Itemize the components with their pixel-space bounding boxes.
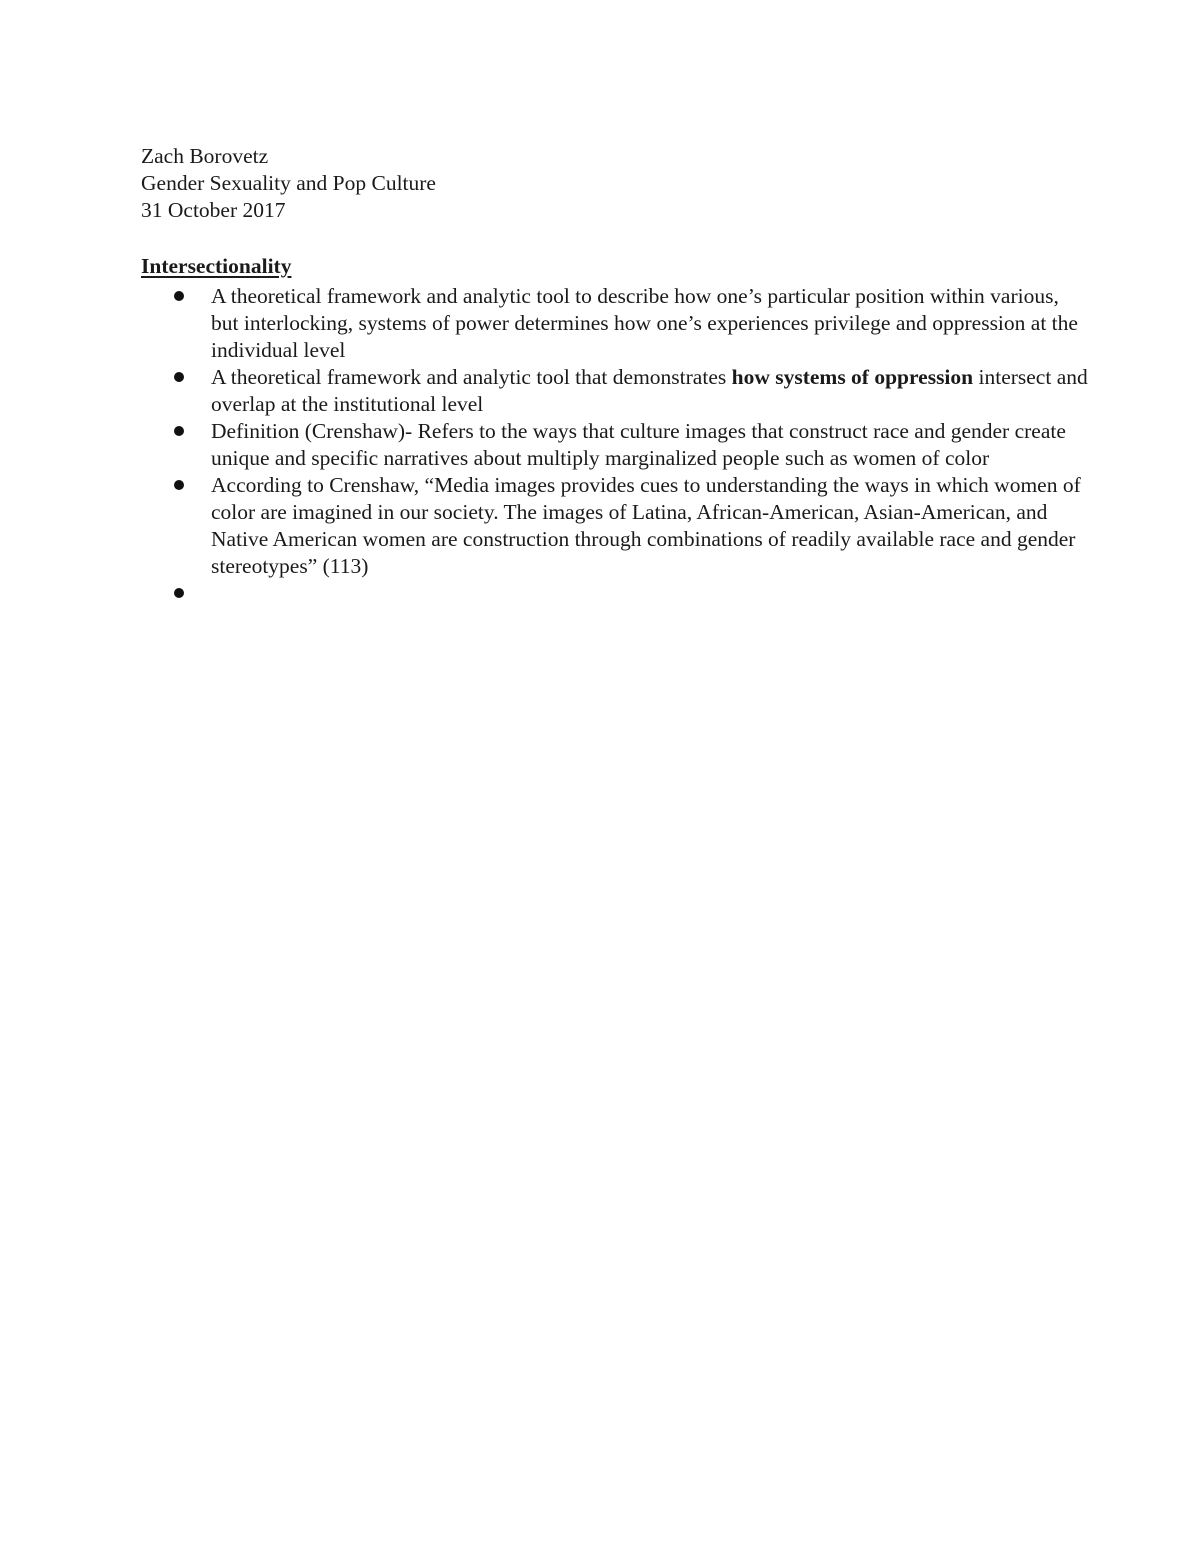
section-heading: Intersectionality	[141, 254, 292, 278]
list-item-emphasis: how systems of oppression	[731, 365, 974, 389]
list-item-text: According to Crenshaw, “Media images provides cues to understanding the ways in which women of color are imagined in our society. The images of Latina, African-American, Asian-American, and Native American women are construction through combinations of readily available race and gender stereotypes” (113)	[211, 473, 1081, 578]
list-item	[211, 283, 1091, 364]
author-name: Zach Borovetz	[141, 144, 269, 168]
document-date: 31 October 2017	[141, 198, 286, 222]
bullet-icon	[174, 426, 184, 436]
bullet-icon	[174, 291, 184, 301]
bullet-icon	[174, 480, 184, 490]
list-item	[211, 364, 1091, 418]
bullet-icon	[174, 372, 184, 382]
list-item-text: A theoretical framework and analytic tool to describe how one’s particular position within various, but interlocking, systems of power determines how one’s experiences privilege and oppression at the individual level	[211, 284, 1078, 362]
list-item-text-start: A theoretical framework and analytic tool that demonstrates	[211, 365, 732, 389]
notes-list	[211, 283, 1091, 607]
list-item	[211, 418, 1091, 472]
course-name: Gender Sexuality and Pop Culture	[141, 171, 436, 195]
list-item-empty	[211, 580, 1091, 607]
list-item	[211, 472, 1091, 580]
list-item-text: Definition (Crenshaw)- Refers to the ways that culture images that construct race and gender create unique and specific narratives about multiply marginalized people such as women of color	[211, 419, 1066, 470]
bullet-icon	[174, 588, 184, 598]
document-header	[141, 143, 436, 224]
list-item-text-end: intersect and overlap at the institutional level	[211, 365, 1088, 416]
